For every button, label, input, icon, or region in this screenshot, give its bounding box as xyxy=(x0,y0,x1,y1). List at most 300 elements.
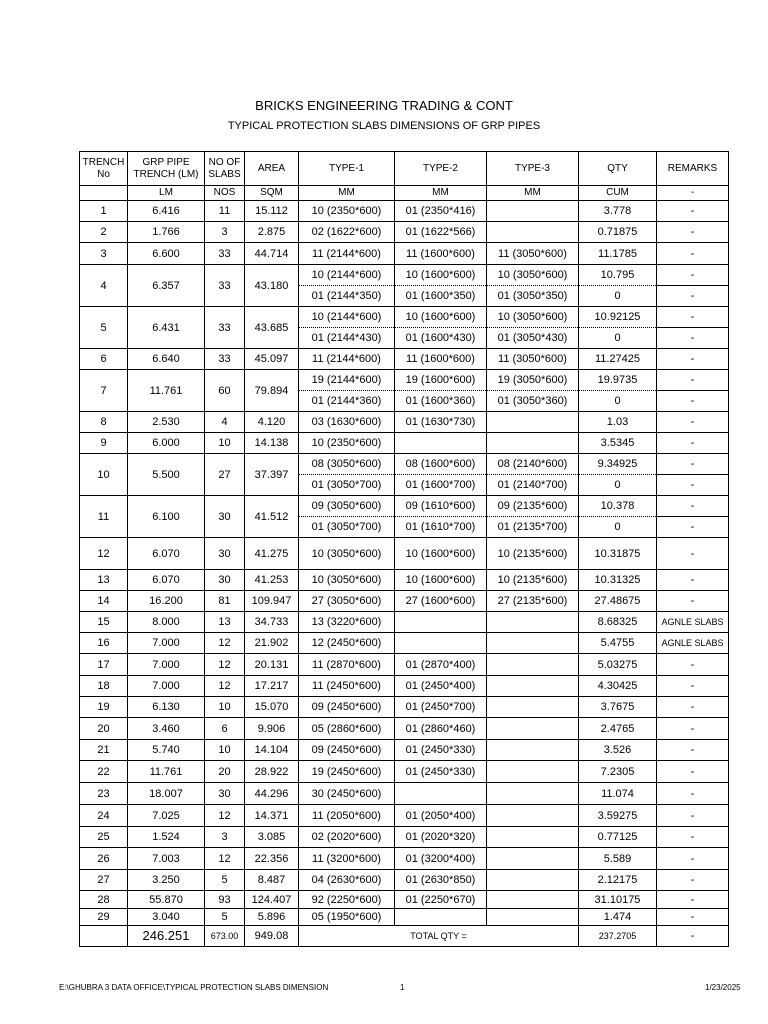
slab-count: 93 xyxy=(205,891,245,909)
header-type-2: TYPE-2 xyxy=(395,152,487,186)
remarks-cell: - xyxy=(657,286,729,307)
remarks-cell: - xyxy=(657,848,729,870)
trench-number: 26 xyxy=(80,848,128,870)
type-2-cell: 01 (3200*400) xyxy=(395,848,487,870)
trench-number: 24 xyxy=(80,805,128,827)
remarks-cell: - xyxy=(657,517,729,538)
slab-count: 11 xyxy=(205,201,245,222)
trench-number: 15 xyxy=(80,612,128,633)
qty-cum: 0 xyxy=(579,475,657,496)
table-row xyxy=(80,307,729,328)
table-row xyxy=(80,496,729,517)
type-3-cell xyxy=(487,612,579,633)
type-2-cell: 19 (1600*600) xyxy=(395,370,487,391)
unit-cell: MM xyxy=(487,186,579,201)
type-3-cell xyxy=(487,718,579,740)
remarks-cell: - xyxy=(657,433,729,454)
trench-number: 2 xyxy=(80,222,128,243)
table-row xyxy=(80,412,729,433)
type-2-cell: 01 (2020*320) xyxy=(395,827,487,848)
area-sqm: 15.070 xyxy=(245,697,299,718)
qty-cum: 11.074 xyxy=(579,783,657,805)
table-header-row xyxy=(80,152,729,186)
unit-cell: MM xyxy=(395,186,487,201)
table-row xyxy=(80,433,729,454)
table-row xyxy=(80,718,729,740)
qty-cum: 3.5345 xyxy=(579,433,657,454)
type-1-cell: 11 (2144*600) xyxy=(299,349,395,370)
header-remarks: REMARKS xyxy=(657,152,729,186)
table-row xyxy=(80,591,729,612)
remarks-cell: - xyxy=(657,718,729,740)
slab-count: 4 xyxy=(205,412,245,433)
type-2-cell: 08 (1600*600) xyxy=(395,454,487,475)
header-type-3: TYPE-3 xyxy=(487,152,579,186)
trench-number: 9 xyxy=(80,433,128,454)
table-row xyxy=(80,783,729,805)
slabs-table xyxy=(79,151,729,947)
header-no-of-slabs: NO OF SLABS xyxy=(205,152,245,186)
type-1-cell: 11 (2870*600) xyxy=(299,654,395,676)
type-1-cell: 11 (2050*600) xyxy=(299,805,395,827)
remarks-cell: - xyxy=(657,591,729,612)
area-sqm: 14.138 xyxy=(245,433,299,454)
qty-cum: 1.03 xyxy=(579,412,657,433)
document-title: BRICKS ENGINEERING TRADING & CONT xyxy=(255,98,513,113)
grp-pipe-lm: 6.357 xyxy=(128,265,205,307)
qty-cum: 2.12175 xyxy=(579,870,657,891)
table-row xyxy=(80,676,729,697)
type-3-cell: 11 (3050*600) xyxy=(487,349,579,370)
type-1-cell: 01 (2144*350) xyxy=(299,286,395,307)
remarks-cell: - xyxy=(657,783,729,805)
trench-number: 7 xyxy=(80,370,128,412)
remarks-cell: - xyxy=(657,676,729,697)
type-1-cell: 01 (3050*700) xyxy=(299,517,395,538)
type-3-cell: 27 (2135*600) xyxy=(487,591,579,612)
area-sqm: 41.512 xyxy=(245,496,299,538)
slab-count: 5 xyxy=(205,870,245,891)
trench-number: 17 xyxy=(80,654,128,676)
qty-cum: 1.474 xyxy=(579,909,657,926)
grp-pipe-lm: 8.000 xyxy=(128,612,205,633)
type-3-cell xyxy=(487,909,579,926)
area-sqm: 22.356 xyxy=(245,848,299,870)
qty-cum: 4.30425 xyxy=(579,676,657,697)
trench-number: 21 xyxy=(80,740,128,761)
grp-pipe-lm: 7.000 xyxy=(128,676,205,697)
trench-number: 1 xyxy=(80,201,128,222)
type-1-cell: 19 (2450*600) xyxy=(299,761,395,783)
grp-pipe-lm: 1.766 xyxy=(128,222,205,243)
remarks-cell: - xyxy=(657,412,729,433)
grp-pipe-lm: 2.530 xyxy=(128,412,205,433)
trench-number: 4 xyxy=(80,265,128,307)
type-2-cell: 01 (2250*670) xyxy=(395,891,487,909)
slab-count: 3 xyxy=(205,827,245,848)
area-sqm: 79.894 xyxy=(245,370,299,412)
type-2-cell: 27 (1600*600) xyxy=(395,591,487,612)
area-sqm: 3.085 xyxy=(245,827,299,848)
type-2-cell xyxy=(395,783,487,805)
slab-count: 6 xyxy=(205,718,245,740)
slab-count: 30 xyxy=(205,538,245,570)
qty-cum: 3.59275 xyxy=(579,805,657,827)
grp-pipe-lm: 6.600 xyxy=(128,243,205,265)
type-1-cell: 10 (2144*600) xyxy=(299,307,395,328)
area-sqm: 109.947 xyxy=(245,591,299,612)
table-row xyxy=(80,201,729,222)
area-sqm: 43.685 xyxy=(245,307,299,349)
trench-number: 13 xyxy=(80,570,128,591)
type-1-cell: 01 (2144*360) xyxy=(299,391,395,412)
header-qty: QTY xyxy=(579,152,657,186)
remarks-cell: - xyxy=(657,475,729,496)
total-area: 949.08 xyxy=(245,926,299,947)
slab-count: 13 xyxy=(205,612,245,633)
grp-pipe-lm: 6.070 xyxy=(128,538,205,570)
table-row xyxy=(80,222,729,243)
slab-count: 30 xyxy=(205,783,245,805)
slab-count: 3 xyxy=(205,222,245,243)
area-sqm: 4.120 xyxy=(245,412,299,433)
type-3-cell: 10 (3050*600) xyxy=(487,307,579,328)
slab-count: 5 xyxy=(205,909,245,926)
units-row xyxy=(80,186,729,201)
unit-cell: SQM xyxy=(245,186,299,201)
remarks-cell: - xyxy=(657,827,729,848)
header-area: AREA xyxy=(245,152,299,186)
type-1-cell: 27 (3050*600) xyxy=(299,591,395,612)
slab-count: 10 xyxy=(205,697,245,718)
type-3-cell xyxy=(487,827,579,848)
type-2-cell: 01 (2450*400) xyxy=(395,676,487,697)
trench-number: 8 xyxy=(80,412,128,433)
header-grp-pipe: GRP PIPE TRENCH (LM) xyxy=(128,152,205,186)
remarks-cell: - xyxy=(657,391,729,412)
remarks-cell: - xyxy=(657,307,729,328)
type-1-cell: 02 (1622*600) xyxy=(299,222,395,243)
type-3-cell: 01 (3050*350) xyxy=(487,286,579,307)
type-2-cell: 01 (1600*360) xyxy=(395,391,487,412)
type-2-cell: 01 (1600*350) xyxy=(395,286,487,307)
slab-count: 27 xyxy=(205,454,245,496)
type-1-cell: 04 (2630*600) xyxy=(299,870,395,891)
trench-number: 5 xyxy=(80,307,128,349)
type-3-cell: 19 (3050*600) xyxy=(487,370,579,391)
area-sqm: 14.104 xyxy=(245,740,299,761)
grp-pipe-lm: 6.100 xyxy=(128,496,205,538)
type-2-cell: 11 (1600*600) xyxy=(395,243,487,265)
qty-cum: 10.378 xyxy=(579,496,657,517)
type-3-cell: 01 (2135*700) xyxy=(487,517,579,538)
area-sqm: 45.097 xyxy=(245,349,299,370)
type-3-cell: 10 (2135*600) xyxy=(487,570,579,591)
type-1-cell: 92 (2250*600) xyxy=(299,891,395,909)
type-1-cell: 12 (2450*600) xyxy=(299,633,395,654)
slab-count: 30 xyxy=(205,570,245,591)
trench-number: 10 xyxy=(80,454,128,496)
type-2-cell: 10 (1600*600) xyxy=(395,307,487,328)
type-1-cell: 09 (2450*600) xyxy=(299,740,395,761)
type-1-cell: 11 (2450*600) xyxy=(299,676,395,697)
trench-number: 19 xyxy=(80,697,128,718)
qty-cum: 2.4765 xyxy=(579,718,657,740)
remarks-cell: - xyxy=(657,805,729,827)
type-3-cell: 08 (2140*600) xyxy=(487,454,579,475)
footer-date: 1/23/2025 xyxy=(705,983,741,992)
grp-pipe-lm: 7.003 xyxy=(128,848,205,870)
type-1-cell: 10 (3050*600) xyxy=(299,570,395,591)
area-sqm: 37.397 xyxy=(245,454,299,496)
trench-number: 18 xyxy=(80,676,128,697)
type-2-cell: 01 (1600*700) xyxy=(395,475,487,496)
area-sqm: 14.371 xyxy=(245,805,299,827)
remarks-cell: - xyxy=(657,870,729,891)
type-2-cell: 01 (2450*330) xyxy=(395,761,487,783)
remarks-cell: - xyxy=(657,370,729,391)
type-3-cell xyxy=(487,891,579,909)
qty-cum: 10.92125 xyxy=(579,307,657,328)
area-sqm: 2.875 xyxy=(245,222,299,243)
slab-count: 12 xyxy=(205,676,245,697)
area-sqm: 8.487 xyxy=(245,870,299,891)
slab-count: 33 xyxy=(205,265,245,307)
grp-pipe-lm: 1.524 xyxy=(128,827,205,848)
area-sqm: 5.896 xyxy=(245,909,299,926)
type-2-cell: 01 (2450*330) xyxy=(395,740,487,761)
remarks-cell: - xyxy=(657,891,729,909)
qty-cum: 9.34925 xyxy=(579,454,657,475)
type-1-cell: 10 (2350*600) xyxy=(299,433,395,454)
totals-row xyxy=(80,926,729,947)
remarks-cell: - xyxy=(657,496,729,517)
type-2-cell xyxy=(395,909,487,926)
type-3-cell xyxy=(487,222,579,243)
grp-pipe-lm: 5.500 xyxy=(128,454,205,496)
trench-number: 14 xyxy=(80,591,128,612)
grp-pipe-lm: 6.000 xyxy=(128,433,205,454)
type-3-cell xyxy=(487,633,579,654)
trench-number: 16 xyxy=(80,633,128,654)
qty-cum: 3.526 xyxy=(579,740,657,761)
type-2-cell xyxy=(395,612,487,633)
trench-number: 22 xyxy=(80,761,128,783)
type-3-cell xyxy=(487,201,579,222)
unit-cell: CUM xyxy=(579,186,657,201)
table-row xyxy=(80,805,729,827)
type-2-cell xyxy=(395,633,487,654)
type-2-cell: 10 (1600*600) xyxy=(395,265,487,286)
totals-empty-cell xyxy=(80,926,128,947)
remarks-cell: - xyxy=(657,697,729,718)
qty-cum: 0 xyxy=(579,328,657,349)
qty-cum: 10.31875 xyxy=(579,538,657,570)
qty-cum: 11.27425 xyxy=(579,349,657,370)
grp-pipe-lm: 3.250 xyxy=(128,870,205,891)
qty-cum: 0 xyxy=(579,517,657,538)
slab-count: 33 xyxy=(205,307,245,349)
type-3-cell: 09 (2135*600) xyxy=(487,496,579,517)
type-2-cell: 09 (1610*600) xyxy=(395,496,487,517)
area-sqm: 20.131 xyxy=(245,654,299,676)
footer-file-path: E:\GHUBRA 3 DATA OFFICE\TYPICAL PROTECTION SLABS DIMENSION xyxy=(59,983,329,992)
area-sqm: 124.407 xyxy=(245,891,299,909)
grp-pipe-lm: 16.200 xyxy=(128,591,205,612)
type-1-cell: 19 (2144*600) xyxy=(299,370,395,391)
remarks-cell: - xyxy=(657,328,729,349)
slab-count: 60 xyxy=(205,370,245,412)
table-row xyxy=(80,349,729,370)
unit-cell: NOS xyxy=(205,186,245,201)
qty-cum: 0 xyxy=(579,286,657,307)
type-1-cell: 05 (1950*600) xyxy=(299,909,395,926)
remarks-cell: - xyxy=(657,454,729,475)
type-1-cell: 11 (3200*600) xyxy=(299,848,395,870)
type-3-cell: 10 (3050*600) xyxy=(487,265,579,286)
unit-cell: - xyxy=(657,186,729,201)
type-3-cell: 01 (3050*360) xyxy=(487,391,579,412)
remarks-cell: AGNLE SLABS xyxy=(657,612,729,633)
qty-cum: 0 xyxy=(579,391,657,412)
type-2-cell: 10 (1600*600) xyxy=(395,570,487,591)
type-1-cell: 30 (2450*600) xyxy=(299,783,395,805)
qty-cum: 7.2305 xyxy=(579,761,657,783)
slab-count: 12 xyxy=(205,848,245,870)
qty-cum: 5.4755 xyxy=(579,633,657,654)
qty-cum: 5.589 xyxy=(579,848,657,870)
table-row xyxy=(80,654,729,676)
unit-cell: MM xyxy=(299,186,395,201)
total-qty: 237.2705 xyxy=(579,926,657,947)
table-row xyxy=(80,370,729,391)
total-slabs: 673.00 xyxy=(205,926,245,947)
slab-count: 33 xyxy=(205,349,245,370)
type-1-cell: 01 (2144*430) xyxy=(299,328,395,349)
grp-pipe-lm: 6.640 xyxy=(128,349,205,370)
unit-cell xyxy=(80,186,128,201)
total-remarks: - xyxy=(657,926,729,947)
type-3-cell xyxy=(487,654,579,676)
type-2-cell: 01 (2050*400) xyxy=(395,805,487,827)
type-3-cell xyxy=(487,805,579,827)
qty-cum: 11.1785 xyxy=(579,243,657,265)
grp-pipe-lm: 7.000 xyxy=(128,654,205,676)
qty-cum: 0.71875 xyxy=(579,222,657,243)
slab-count: 12 xyxy=(205,633,245,654)
slab-count: 12 xyxy=(205,805,245,827)
qty-cum: 31.10175 xyxy=(579,891,657,909)
remarks-cell: - xyxy=(657,761,729,783)
trench-number: 27 xyxy=(80,870,128,891)
type-2-cell: 01 (1622*566) xyxy=(395,222,487,243)
trench-number: 25 xyxy=(80,827,128,848)
area-sqm: 15.112 xyxy=(245,201,299,222)
table-row xyxy=(80,827,729,848)
remarks-cell: - xyxy=(657,740,729,761)
grp-pipe-lm: 11.761 xyxy=(128,761,205,783)
grp-pipe-lm: 6.431 xyxy=(128,307,205,349)
grp-pipe-lm: 6.416 xyxy=(128,201,205,222)
qty-cum: 3.7675 xyxy=(579,697,657,718)
table-row xyxy=(80,265,729,286)
type-2-cell: 01 (1630*730) xyxy=(395,412,487,433)
trench-number: 29 xyxy=(80,909,128,926)
type-3-cell xyxy=(487,870,579,891)
grp-pipe-lm: 7.000 xyxy=(128,633,205,654)
type-1-cell: 10 (2144*600) xyxy=(299,265,395,286)
qty-cum: 5.03275 xyxy=(579,654,657,676)
qty-cum: 27.48675 xyxy=(579,591,657,612)
remarks-cell: AGNLE SLABS xyxy=(657,633,729,654)
type-2-cell: 01 (2630*850) xyxy=(395,870,487,891)
remarks-cell: - xyxy=(657,909,729,926)
type-2-cell: 01 (1600*430) xyxy=(395,328,487,349)
slab-count: 33 xyxy=(205,243,245,265)
type-3-cell xyxy=(487,697,579,718)
type-3-cell: 10 (2135*600) xyxy=(487,538,579,570)
table-row xyxy=(80,612,729,633)
type-3-cell xyxy=(487,676,579,697)
type-3-cell: 01 (2140*700) xyxy=(487,475,579,496)
type-2-cell: 01 (2450*700) xyxy=(395,697,487,718)
type-1-cell: 01 (3050*700) xyxy=(299,475,395,496)
total-qty-label: TOTAL QTY = xyxy=(299,926,579,947)
qty-cum: 0.77125 xyxy=(579,827,657,848)
remarks-cell: - xyxy=(657,222,729,243)
area-sqm: 34.733 xyxy=(245,612,299,633)
type-3-cell xyxy=(487,761,579,783)
slab-count: 10 xyxy=(205,740,245,761)
slab-count: 12 xyxy=(205,654,245,676)
area-sqm: 17.217 xyxy=(245,676,299,697)
trench-number: 11 xyxy=(80,496,128,538)
qty-cum: 19.9735 xyxy=(579,370,657,391)
area-sqm: 41.275 xyxy=(245,538,299,570)
type-1-cell: 05 (2860*600) xyxy=(299,718,395,740)
total-lm: 246.251 xyxy=(128,926,205,947)
type-2-cell xyxy=(395,433,487,454)
type-3-cell xyxy=(487,433,579,454)
area-sqm: 44.714 xyxy=(245,243,299,265)
remarks-cell: - xyxy=(657,265,729,286)
document-subtitle: TYPICAL PROTECTION SLABS DIMENSIONS OF GRP PIPES xyxy=(227,120,541,132)
table-row xyxy=(80,909,729,926)
remarks-cell: - xyxy=(657,349,729,370)
type-1-cell: 11 (2144*600) xyxy=(299,243,395,265)
table-row xyxy=(80,891,729,909)
type-2-cell: 01 (2350*416) xyxy=(395,201,487,222)
grp-pipe-lm: 5.740 xyxy=(128,740,205,761)
grp-pipe-lm: 6.130 xyxy=(128,697,205,718)
area-sqm: 41.253 xyxy=(245,570,299,591)
trench-number: 3 xyxy=(80,243,128,265)
qty-cum: 10.795 xyxy=(579,265,657,286)
type-2-cell: 01 (1610*700) xyxy=(395,517,487,538)
grp-pipe-lm: 11.761 xyxy=(128,370,205,412)
area-sqm: 21.902 xyxy=(245,633,299,654)
trench-number: 20 xyxy=(80,718,128,740)
header-trench: TRENCH No xyxy=(80,152,128,186)
type-3-cell xyxy=(487,783,579,805)
table-row xyxy=(80,243,729,265)
remarks-cell: - xyxy=(657,570,729,591)
type-1-cell: 09 (2450*600) xyxy=(299,697,395,718)
area-sqm: 43.180 xyxy=(245,265,299,307)
type-1-cell: 13 (3220*600) xyxy=(299,612,395,633)
grp-pipe-lm: 3.460 xyxy=(128,718,205,740)
remarks-cell: - xyxy=(657,201,729,222)
